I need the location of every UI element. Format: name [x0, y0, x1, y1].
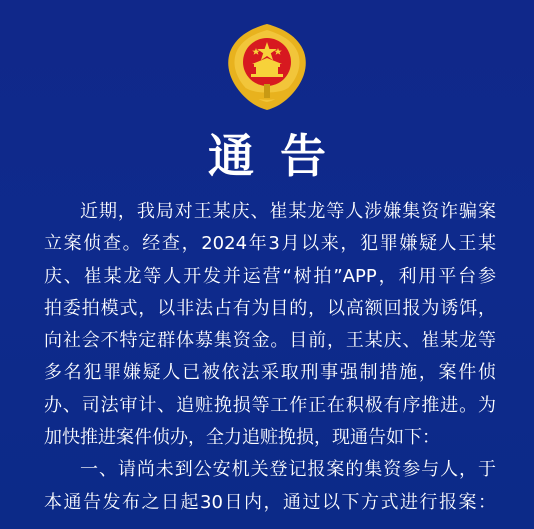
notice-body [44, 196, 496, 519]
paragraph-1-line-5: 向社会不特定群体募集资金。目前，王某庆、崔某龙等 [44, 330, 496, 352]
paragraph-1-line-7: 办、司法审计、追赃挽损等工作正在积极有序推进。为 [44, 394, 496, 416]
paragraph-1-line-2: 立案侦查。经查，2024年3月以来，犯罪嫌疑人王某 [44, 233, 496, 255]
paragraph-1-line-1: 近期，我局对王某庆、崔某龙等人涉嫌集资诈骗案 [80, 201, 496, 222]
paragraph-1-line-4: 拍委拍模式，以非法占有为目的，以高额回报为诱饵， [44, 297, 496, 319]
paragraph-2-line-2: 本通告发布之日起30日内，通过以下方式进行报案： [44, 491, 496, 513]
paragraph-1-line-3: 庆、崔某龙等人开发并运营“树拍”APP，利用平台参 [44, 265, 496, 287]
paragraph-1-line-8: 加快推进案件侦办，全力追赃挽损，现通告如下： [44, 427, 440, 449]
paragraph-1-line-6: 多名犯罪嫌疑人已被依法采取刑事强制措施，案件侦 [44, 362, 496, 384]
paragraph-2-line-1: 一、请尚未到公安机关登记报案的集资参与人，于 [80, 459, 496, 481]
notice-title: 通告 [208, 129, 352, 183]
police-emblem-icon [224, 22, 310, 112]
